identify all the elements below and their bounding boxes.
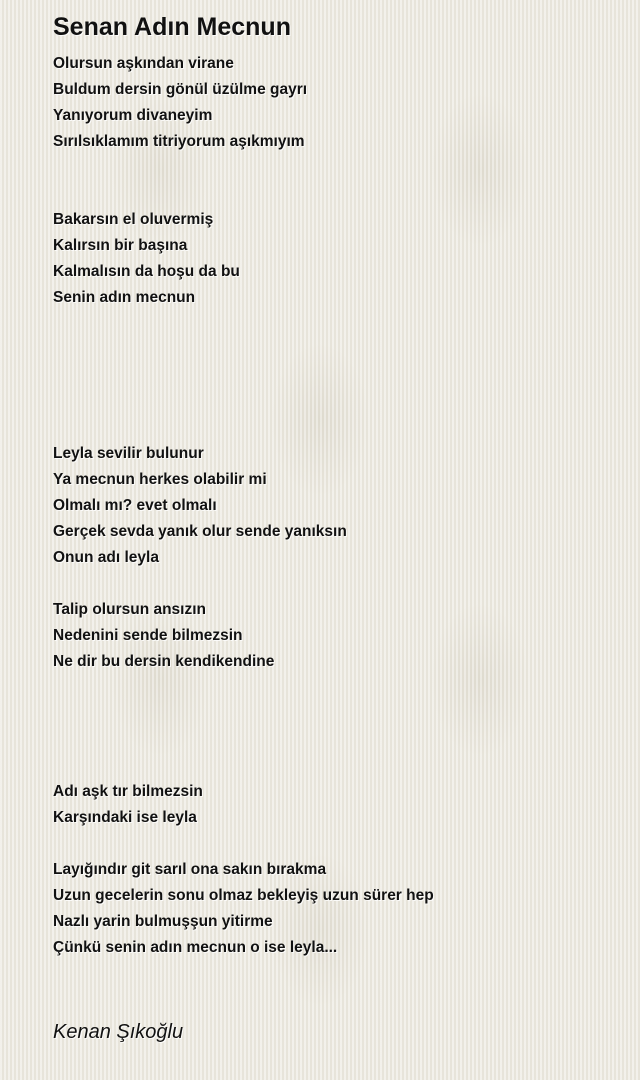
poem-author: Kenan Şıkoğlu xyxy=(53,1021,184,1043)
poem-line: Senin adın mecnun xyxy=(53,289,196,306)
poem-line: Ya mecnun herkes olabilir mi xyxy=(53,471,267,488)
poem-line: Çünkü senin adın mecnun o ise leyla... xyxy=(53,939,338,956)
poem-line: Sırılsıklamım titriyorum aşıkmıyım xyxy=(53,133,305,150)
poem-line: Yanıyorum divaneyim xyxy=(53,107,213,124)
poem-line: Onun adı leyla xyxy=(53,549,159,566)
poem-line: Kalırsın bir başına xyxy=(53,237,188,254)
poem-line: Gerçek sevda yanık olur sende yanıksın xyxy=(53,523,347,540)
poem-blank-line xyxy=(53,753,613,779)
poem-blank-line xyxy=(53,337,613,363)
poem-blank-line xyxy=(53,389,613,415)
poem-line: Talip olursun ansızın xyxy=(53,601,207,618)
poem-line: Leyla sevilir bulunur xyxy=(53,445,204,462)
poem-blank-line xyxy=(53,155,613,181)
poem-line: Nazlı yarin bulmuşşun yitirme xyxy=(53,913,273,930)
poem-line: Kalmalısın da hoşu da bu xyxy=(53,263,240,280)
poem-blank-line xyxy=(53,727,613,753)
poem-blank-line xyxy=(53,311,613,337)
poem-line: Olursun aşkından virane xyxy=(53,55,234,72)
poem-blank-line xyxy=(53,181,613,207)
poem-blank-line xyxy=(53,701,613,727)
poem-line: Nedenini sende bilmezsin xyxy=(53,627,243,644)
poem-blank-line xyxy=(53,675,613,701)
poem-line: Bakarsın el oluvermiş xyxy=(53,211,214,228)
poem-blank-line xyxy=(53,831,613,857)
poem-body xyxy=(53,51,613,961)
poem-line: Karşındaki ise leyla xyxy=(53,809,197,826)
poem-blank-line xyxy=(53,415,613,441)
poem-title: Senan Adın Mecnun xyxy=(53,13,291,41)
poem-line: Layığındır git sarıl ona sakın bırakma xyxy=(53,861,327,878)
poem-blank-line xyxy=(53,571,613,597)
poem-line: Olmalı mı? evet olmalı xyxy=(53,497,217,514)
poem-blank-line xyxy=(53,363,613,389)
poem-line: Buldum dersin gönül üzülme gayrı xyxy=(53,81,308,98)
poem-line: Uzun gecelerin sonu olmaz bekleyiş uzun sürer hep xyxy=(53,887,434,904)
poem-line: Ne dir bu dersin kendikendine xyxy=(53,653,275,670)
poem-line: Adı aşk tır bilmezsin xyxy=(53,783,203,800)
